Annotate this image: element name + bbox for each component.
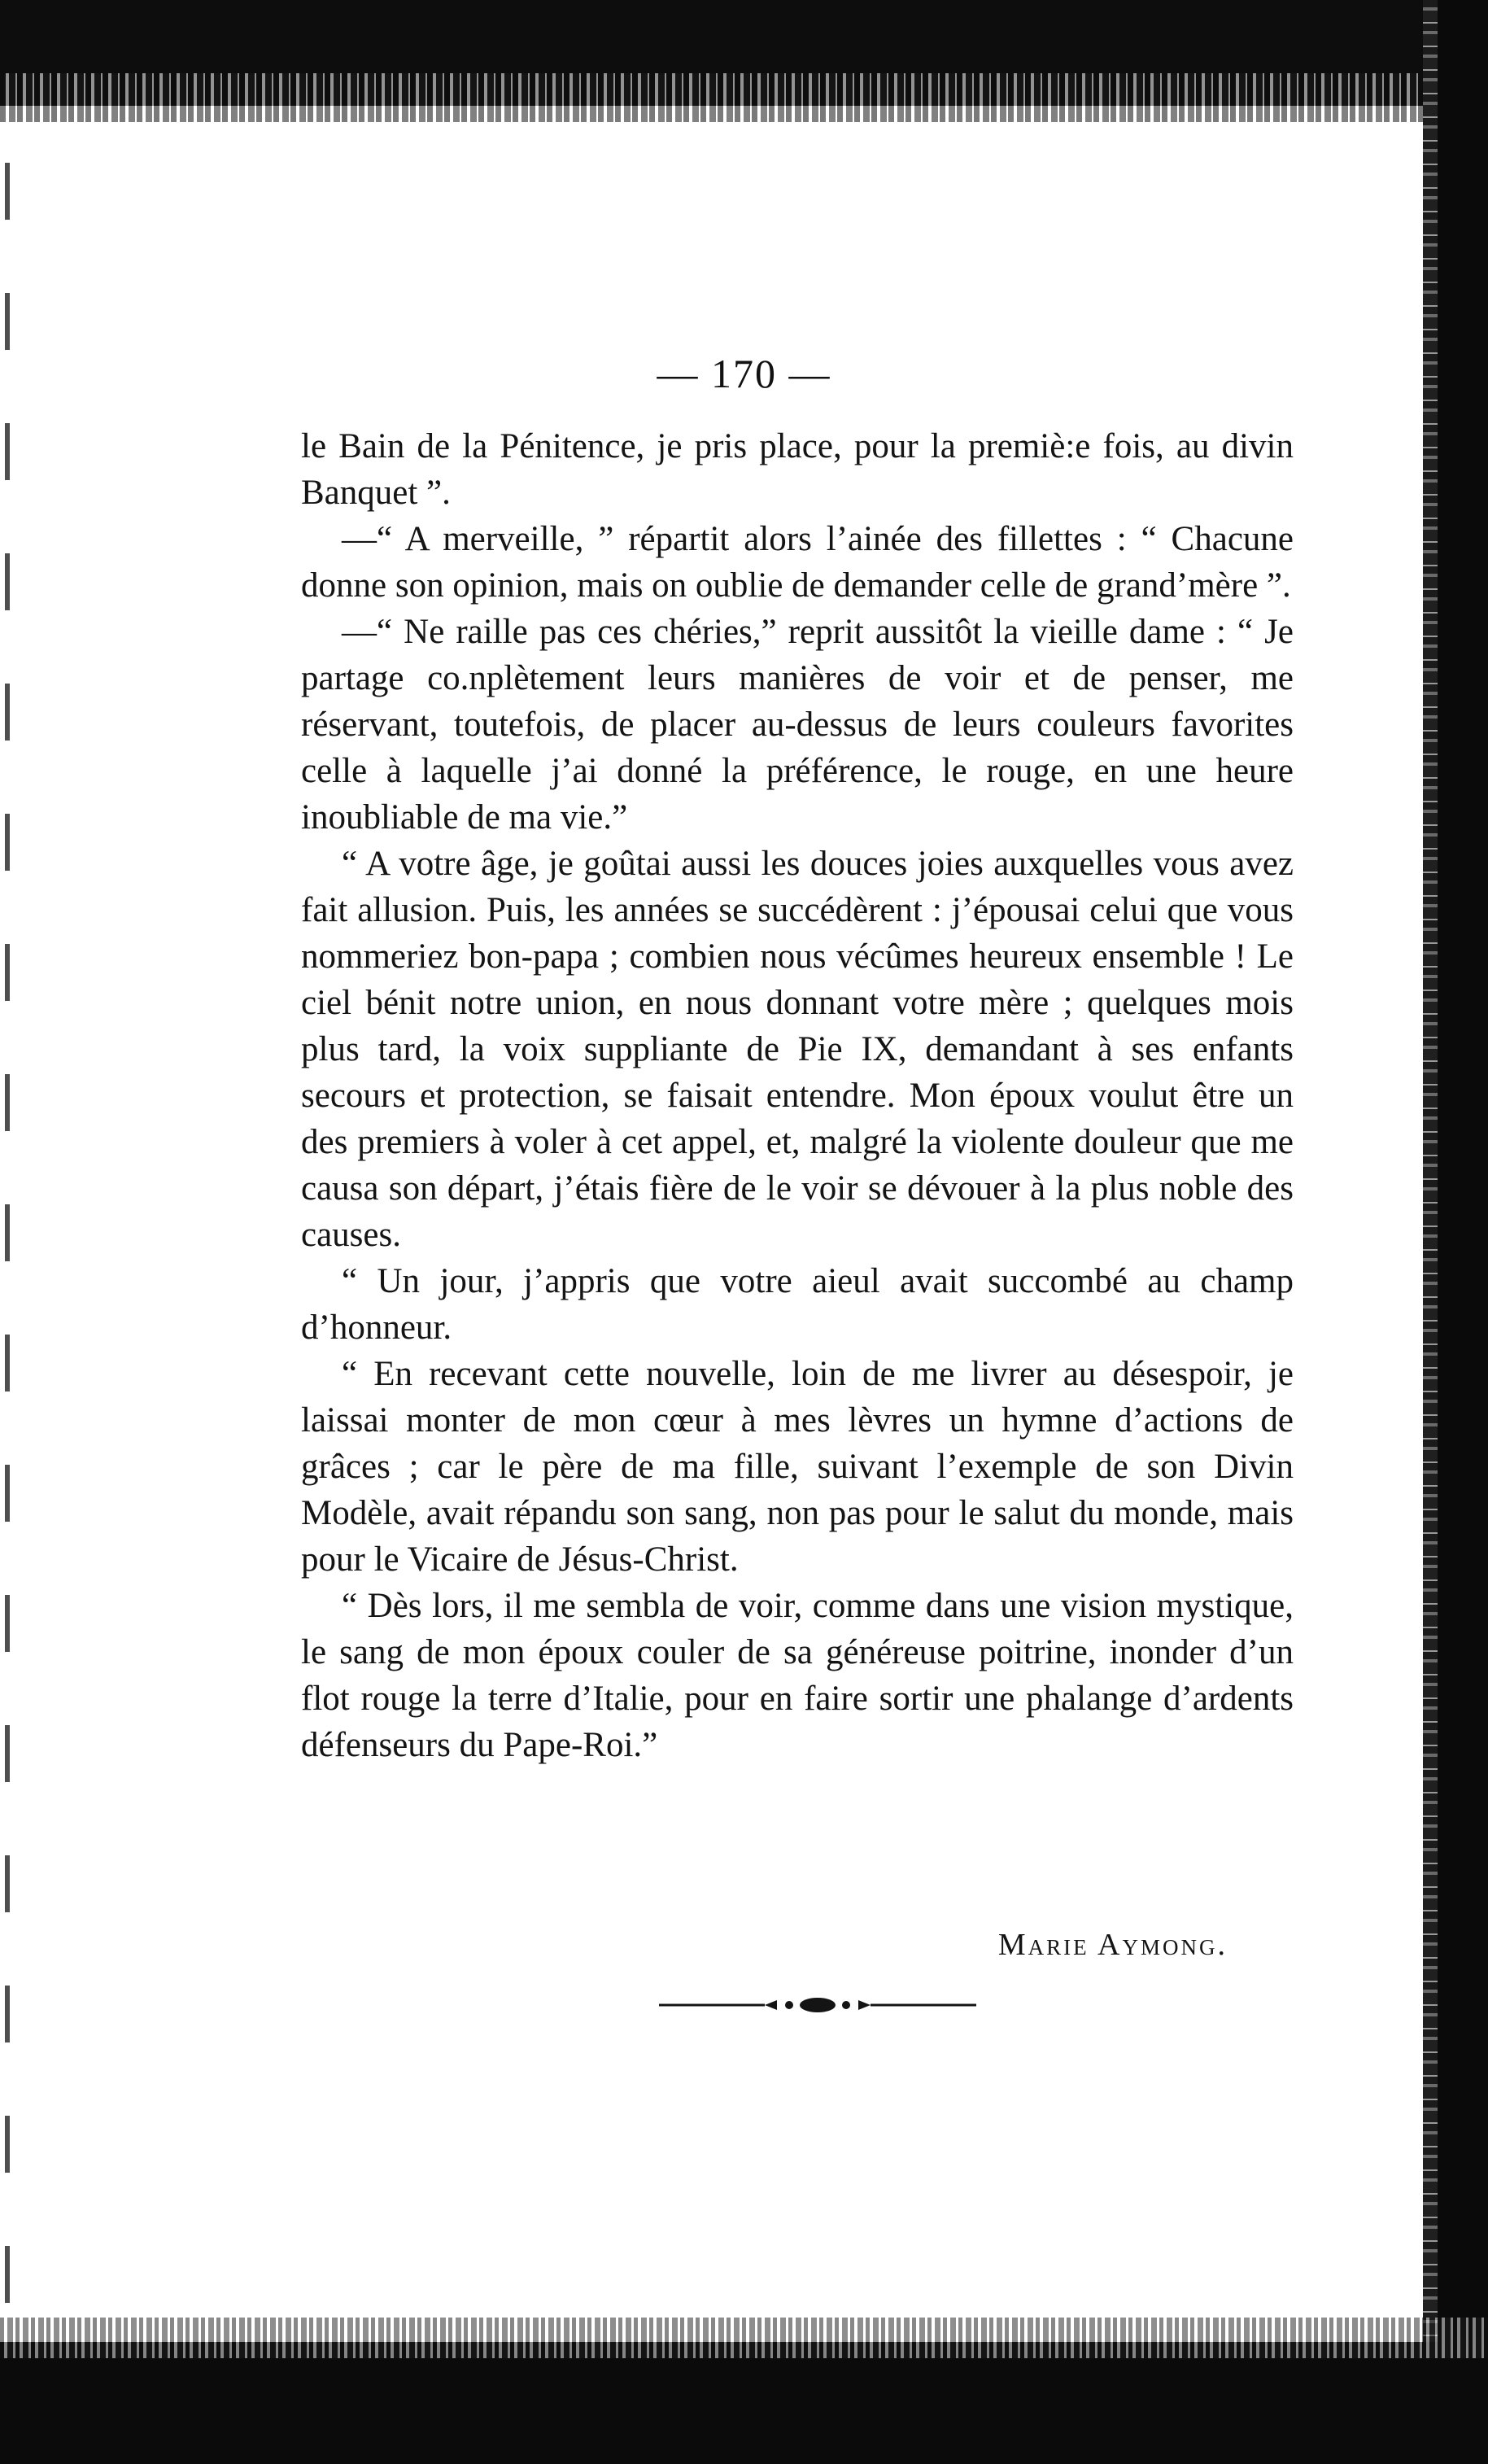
scan-border-bottom	[0, 2342, 1488, 2464]
paragraph: —“ A merveille, ” répartit alors l’ainée des fillettes : “ Chacune donne son opinion, mais on oublie de demander celle de grand’mère ”.	[301, 520, 1294, 605]
page-number: — 170 —	[657, 351, 831, 396]
paragraph: le Bain de la Pénitence, je pris place, pour la premiè:e fois, au divin Banquet ”.	[301, 427, 1294, 512]
paragraph: —“ Ne raille pas ces chéries,” reprit aussitôt la vieille dame : “ Je partage co.nplètement leurs manières de voir et de penser, me réservant, toutefois, de placer au-dessus de leurs couleurs favorites celle à laquelle j’ai donné la préférence, le rouge, en une heure inoubliable de ma vie.”	[301, 613, 1294, 837]
scan-left-marks	[5, 163, 10, 2360]
paragraph: “ En recevant cette nouvelle, loin de me livrer au désespoir, je laissai monter de mon cœur à mes lèvres un hymne d’actions de grâces ; car le père de ma fille, suivant l’exemple de son Divin Modèle, avait répandu son sang, non pas pour le salut du monde, mais pour le Vicaire de Jésus-Christ.	[301, 1355, 1294, 1579]
paragraph: “ A votre âge, je goûtai aussi les douces joies auxquelles vous avez fait allusion. Puis, les années se succédèrent : j’épousai celui que vous nommeriez bon-papa ; combien nous vécûmes heureux ensemble ! Le ciel bénit notre union, en nous donnant votre mère ; quelques mois plus tard, la voix suppliante de Pie IX, demandant à ses enfants secours et protection, se faisait entendre. Mon époux voulut être un des premiers à voler à cet appel, et, malgré la violente douleur que me causa son départ, j’étais fière de le voir se dévouer à la plus noble des causes.	[301, 845, 1294, 1254]
scan-border-top-fray	[0, 73, 1488, 122]
paragraph: “ Dès lors, il me sembla de voir, comme dans une vision mystique, le sang de mon époux couler de sa généreuse poitrine, inonder d’un flot rouge la terre d’Italie, pour en faire sortir une phalange d’ardents défenseurs du Pape-Roi.”	[301, 1587, 1294, 1764]
paragraph: “ Un jour, j’appris que votre aieul avait succombé au champ d’honneur.	[301, 1262, 1294, 1347]
scan-border-bottom-fray	[0, 2318, 1488, 2358]
body-text	[301, 423, 1294, 1768]
ornament-divider-icon	[659, 1995, 976, 2015]
author-signature: Marie Aymong.	[997, 1928, 1228, 1962]
